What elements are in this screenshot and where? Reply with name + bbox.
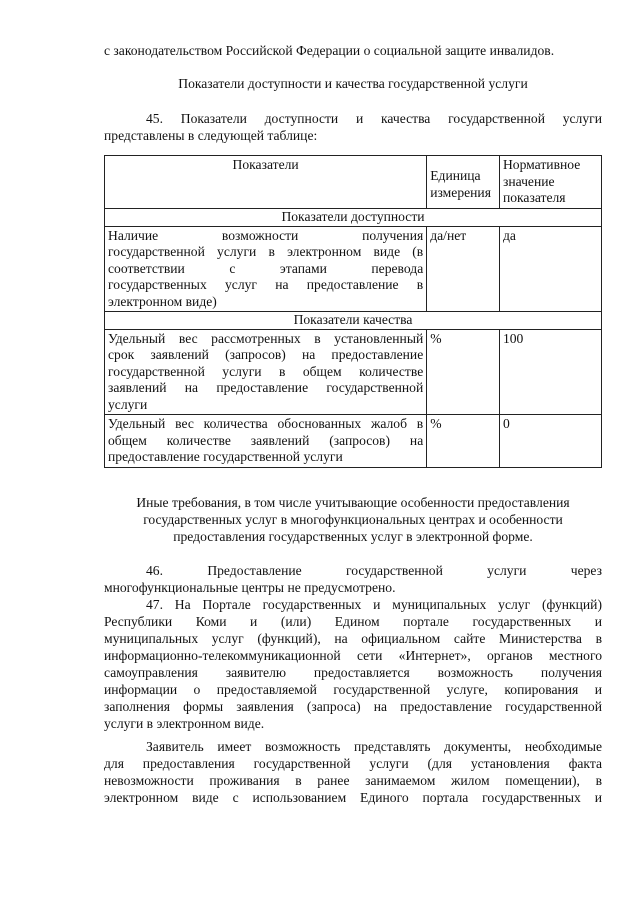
row2-value: 100 [499, 329, 601, 415]
para45-line-1: 45. Показатели доступности и качества государственной услуги [146, 111, 602, 126]
header-norm-line-1: Нормативное [502, 157, 581, 172]
row1-text-line: электронном виде) [108, 293, 217, 309]
header-norm [499, 156, 601, 209]
table-row [105, 415, 602, 468]
section-title: Показатели доступности и качества государственной услуги [178, 76, 528, 91]
table-row [105, 329, 602, 415]
other-req-title-line-1: Иные требования, в том числе учитывающие особенности предоставления [136, 495, 570, 510]
intro-tail-line: с законодательством Российской Федерации о социальной защите инвалидов. [104, 43, 555, 58]
table-header-row [105, 156, 602, 209]
row2-text-line: Удельный вес рассмотренных в установленный [108, 330, 424, 346]
row3-text-line: предоставление государственной услуги [108, 449, 343, 464]
para47-line-3: муниципальных услуг (функций), на официальном сайте Министерства в [104, 631, 602, 646]
row3-unit: % [427, 415, 500, 468]
para-applicant-line-2: для предоставления государственной услуги (для установления факта [104, 756, 602, 771]
row1-indicator [105, 226, 427, 312]
row1-value: да [499, 226, 601, 312]
table-row [105, 226, 602, 312]
row3-indicator [105, 415, 427, 468]
header-norm-line-3: показателя [502, 190, 566, 205]
row1-text-line: соответствии с этапами перевода [108, 260, 424, 276]
header-norm-line-2: значение [502, 173, 555, 189]
para46-line-1: 46. Предоставление государственной услуги через [146, 563, 602, 578]
para-applicant-line-3: невозможности проживания в ранее занимаемом жилом помещении), в [104, 773, 602, 788]
row1-unit: да/нет [427, 226, 500, 312]
other-req-title-line-3: предоставления государственных услуг в электронной форме. [173, 529, 533, 544]
row2-text-line: срок заявлений (запросов) на предоставление [108, 347, 424, 362]
row1-text-line: государственных услуг на предоставление в [108, 277, 424, 292]
row2-text-line: услуги [108, 396, 148, 412]
row3-text-line: общем количестве заявлений (запросов) на [108, 432, 424, 448]
other-req-title-line-2: государственных услуг в многофункциональных центрах и особенности [143, 512, 563, 527]
row1-text-line: Наличие возможности получения [108, 227, 424, 243]
para47-line-4: информационно-телекоммуникационной сети «Интернет», органов местного [104, 648, 602, 663]
header-unit-line-2: измерения [430, 184, 491, 200]
section-row-quality [105, 312, 602, 330]
row2-unit: % [427, 329, 500, 415]
para47-line-5: самоуправления заявителю предоставляется возможность получения [104, 665, 602, 680]
para47-line-7: заполнения формы заявления (запроса) на предоставление государственной [104, 699, 602, 714]
para47-line-6: информации о предоставляемой государственной услуге, копирования и [104, 682, 602, 697]
para47-line-1: 47. На Портале государственных и муниципальных услуг (функций) [146, 597, 602, 612]
row3-value: 0 [499, 415, 601, 468]
para47-line-8: услуги в электронном виде. [104, 716, 265, 731]
header-unit-line-1: Единица [430, 168, 481, 183]
para-applicant-line-4: электронном виде с использованием Единого портала государственных и [104, 790, 602, 805]
para45-line-2: представлены в следующей таблице: [104, 128, 318, 143]
para46-line-2: многофункциональные центры не предусмотрено. [104, 580, 396, 595]
header-indicators [105, 156, 427, 209]
indicators-table [104, 155, 602, 468]
header-unit [427, 156, 500, 209]
para47-line-2: Республики Коми и (или) Едином портале государственных и [104, 614, 602, 629]
row2-indicator [105, 329, 427, 415]
row2-text-line: заявлений на предоставление государственной [108, 380, 424, 395]
row3-text-line: Удельный вес количества обоснованных жалоб в [108, 416, 424, 431]
row2-text-line: государственной услуги в общем количестве [108, 363, 424, 379]
header-indicators-label: Показатели [232, 157, 299, 172]
section-quality: Показатели качества [105, 312, 602, 330]
section-row-access [105, 209, 602, 227]
para-applicant-line-1: Заявитель имеет возможность представлять документы, необходимые [146, 739, 602, 754]
row1-text-line: государственной услуги в электронном виде (в [108, 244, 424, 259]
section-access: Показатели доступности [105, 209, 602, 227]
